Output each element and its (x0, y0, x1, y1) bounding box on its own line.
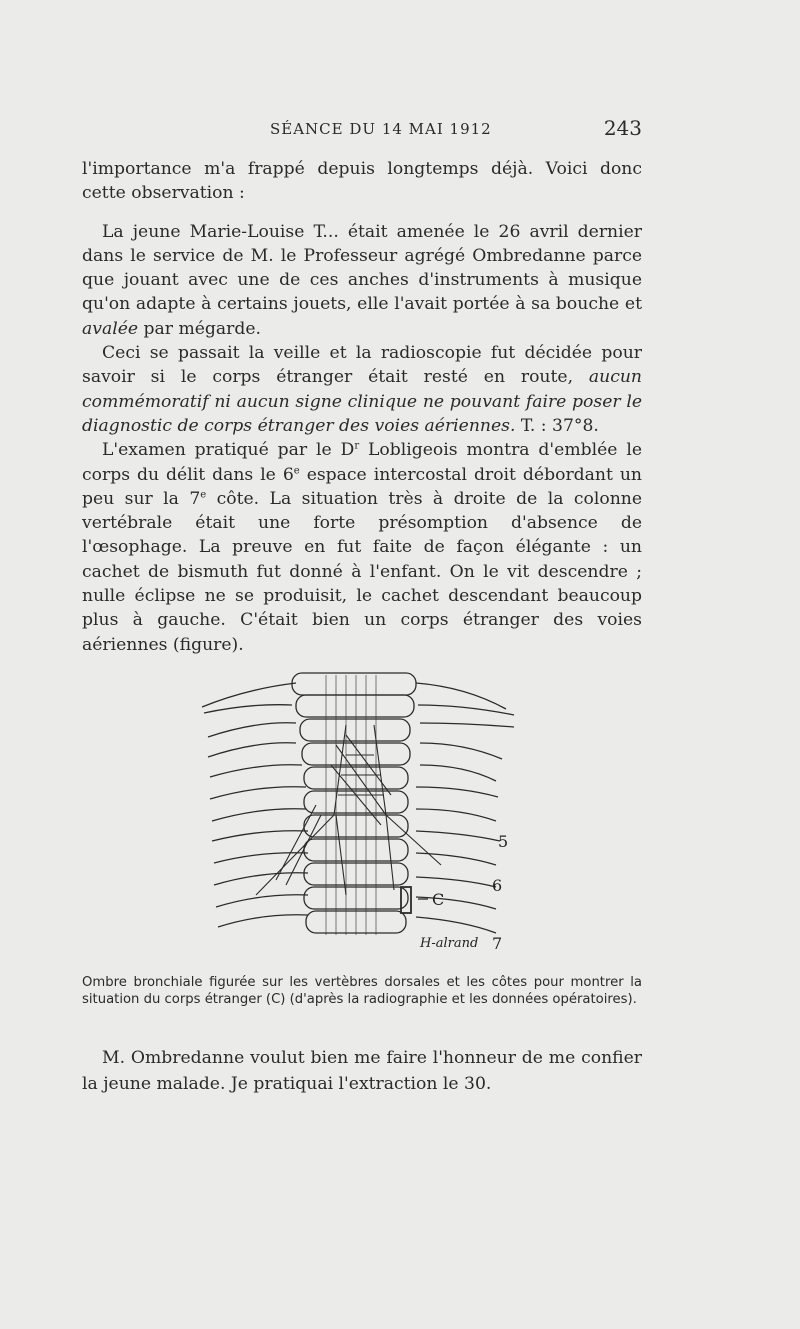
running-header (82, 118, 642, 142)
foreign-body-marker (401, 887, 428, 913)
exam-start: L'examen pratiqué par le D (102, 440, 355, 461)
radioscopy-temp: T. : 37°8. (520, 415, 599, 436)
figure-caption: Ombre bronchiale figurée sur les vertèbres dorsales et les côtes pour montrer la situation du corps étranger (C) (d'après la radiographie et les données opératoires). (82, 975, 642, 1007)
case-italic: avalée (82, 318, 139, 339)
paragraph-intro: l'importance m'a frappé depuis longtemps déjà. Voici donc cette observation : (82, 159, 642, 204)
spine-figure (196, 665, 526, 970)
paragraph-case (82, 220, 642, 341)
exam-mid: Lobligeois montra d'emblée le corps du délit dans le 6 (82, 440, 643, 485)
case-text: La jeune Marie-Louise T... était amenée le 26 avril dernier dans le service de M. le Professeur agrégé Ombredanne parce que jouant avec une de ces anches d'instruments à musique qu'on adapte à certains jouets, elle l'avait portée à sa bouche et (82, 221, 642, 315)
label-rib-5: 5 (498, 832, 509, 851)
body-text (82, 157, 642, 657)
paragraph-extraction: M. Ombredanne voulut bien me faire l'honneur de me confier la jeune malade. Je pratiquai l'extraction le 30. (82, 1048, 642, 1094)
label-c: C (432, 890, 445, 909)
case-end: par mégarde. (143, 318, 262, 339)
page-number: 243 (603, 116, 642, 140)
ribs-left (202, 683, 308, 927)
running-title: SÉANCE DU 14 MAI 1912 (270, 120, 492, 138)
illustrator-signature: H-alrand (420, 936, 479, 951)
radioscopy-italic: aucun commémoratif ni aucun signe clinique ne pouvant faire poser le diagnostic de corps étranger des voies aériennes. (82, 367, 642, 436)
exam-end: côte. La situation très à droite de la colonne vertébrale était une forte présomption d'absence de l'œsophage. La preuve en fut faite de façon élégante : un cachet de bismuth fut donné à l'enfant. On le vit descendre ; nulle éclipse ne se produisit, le cachet descendant beaucoup plus à gauche. C'était bien un corps étranger des voies aériennes (figure). (82, 488, 643, 655)
ribs-right (416, 683, 514, 933)
exam-sup-6e: e (293, 464, 300, 476)
vertebral-column (292, 673, 416, 935)
exam-sup-dr: r (354, 440, 360, 452)
final-paragraph (82, 1045, 642, 1097)
label-rib-6: 6 (492, 876, 503, 895)
bronchial-shadow (256, 725, 441, 895)
paragraph-exam (82, 438, 642, 657)
label-rib-7: 7 (492, 934, 503, 953)
exam-sup-7e: e (200, 489, 207, 501)
radioscopy-text: Ceci se passait la veille et la radioscopie fut décidée pour savoir si le corps étranger était resté en route, (82, 343, 642, 388)
paragraph-radioscopy (82, 341, 642, 438)
exam-mid2: espace intercostal droit débordant un peu sur la 7 (82, 464, 642, 509)
spine-drawing (196, 665, 526, 970)
